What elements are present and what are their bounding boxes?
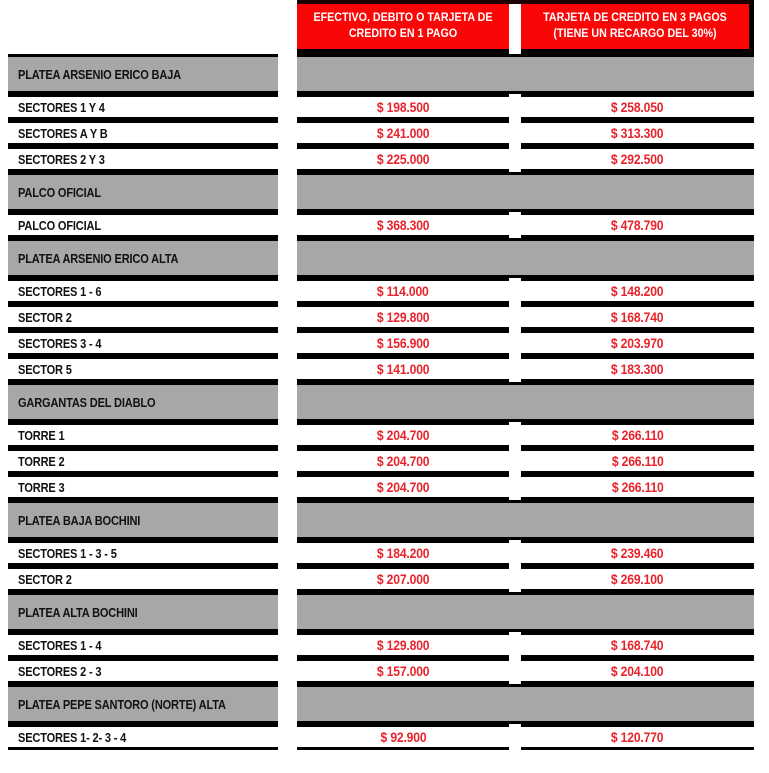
row-label-cell (8, 278, 278, 304)
price-cash-cell (297, 356, 509, 382)
price-credit-value: $ 266.110 (611, 479, 664, 495)
row-label: SECTORES 1 Y 4 (18, 99, 105, 115)
section-label: PLATEA ALTA BOCHINI (18, 604, 138, 620)
row-label-cell (8, 724, 278, 750)
price-cash-value: $ 368.300 (376, 217, 430, 233)
price-cash-cell (297, 448, 509, 474)
price-cash-cell (297, 658, 509, 684)
price-cash-cell (297, 304, 509, 330)
price-credit-value: $ 204.100 (611, 663, 664, 679)
row-label-cell (8, 94, 278, 120)
section-label: PLATEA ARSENIO ERICO ALTA (18, 250, 179, 266)
row-label: TORRE 2 (18, 453, 65, 469)
price-credit-value: $ 183.300 (611, 361, 664, 377)
table-row (8, 94, 769, 120)
header-column-gap (509, 0, 521, 54)
row-label-cell (8, 474, 278, 500)
section-row (8, 172, 769, 212)
price-credit-value: $ 292.500 (611, 151, 664, 167)
price-cash-cell (297, 330, 509, 356)
section-row (8, 592, 769, 632)
row-label: TORRE 1 (18, 427, 65, 443)
row-label: PALCO OFICIAL (18, 217, 101, 233)
price-credit-cell (521, 278, 754, 304)
section-label-cell (8, 172, 278, 212)
section-price-span (297, 500, 754, 540)
row-label-cell (8, 120, 278, 146)
section-price-span (297, 238, 754, 278)
row-label-cell (8, 146, 278, 172)
price-credit-value: $ 120.770 (611, 729, 664, 745)
price-cash-cell (297, 566, 509, 592)
table-row (8, 658, 769, 684)
price-credit-value: $ 478.790 (611, 217, 664, 233)
payment-header-cash-label: EFECTIVO, DEBITO O TARJETA DE CREDITO EN 1 PAGO (313, 11, 493, 40)
price-cash-cell (297, 422, 509, 448)
price-credit-cell (521, 304, 754, 330)
row-label: SECTORES 1 - 4 (18, 637, 102, 653)
price-cash-cell (297, 540, 509, 566)
table-row (8, 540, 769, 566)
price-credit-value: $ 266.110 (611, 453, 664, 469)
price-credit-value: $ 203.970 (611, 335, 664, 351)
section-label: PLATEA PEPE SANTORO (NORTE) ALTA (18, 696, 226, 712)
table-row (8, 632, 769, 658)
price-cash-value: $ 204.700 (376, 479, 430, 495)
section-label: PLATEA BAJA BOCHINI (18, 512, 141, 528)
price-cash-value: $ 157.000 (376, 663, 430, 679)
table-row (8, 356, 769, 382)
price-cash-value: $ 184.200 (376, 545, 430, 561)
price-credit-value: $ 266.110 (611, 427, 664, 443)
row-label: SECTORES 3 - 4 (18, 335, 102, 351)
price-cash-cell (297, 212, 509, 238)
section-price-span (297, 684, 754, 724)
price-credit-value: $ 168.740 (611, 309, 664, 325)
price-credit-cell (521, 146, 754, 172)
section-price-span (297, 592, 754, 632)
section-row (8, 500, 769, 540)
section-label-cell (8, 592, 278, 632)
row-label-cell (8, 632, 278, 658)
row-label-cell (8, 540, 278, 566)
table-row (8, 278, 769, 304)
price-credit-cell (521, 658, 754, 684)
table-row (8, 330, 769, 356)
price-cash-value: $ 207.000 (376, 571, 430, 587)
price-cash-value: $ 92.900 (380, 729, 426, 745)
section-row (8, 382, 769, 422)
section-row (8, 238, 769, 278)
price-cash-value: $ 204.700 (376, 453, 430, 469)
price-cash-value: $ 198.500 (376, 99, 430, 115)
section-label-cell (8, 382, 278, 422)
row-label: SECTORES 1- 2- 3 - 4 (18, 729, 127, 745)
price-credit-cell (521, 474, 754, 500)
table-header-row (8, 0, 769, 54)
section-price-span (297, 54, 754, 94)
price-credit-value: $ 148.200 (611, 283, 664, 299)
row-label: SECTOR 2 (18, 571, 72, 587)
payment-header-credit (521, 0, 754, 54)
table-row (8, 422, 769, 448)
price-cash-value: $ 114.000 (377, 283, 429, 299)
section-label-cell (8, 238, 278, 278)
row-label: SECTORES 2 - 3 (18, 663, 102, 679)
price-cash-cell (297, 632, 509, 658)
price-credit-cell (521, 540, 754, 566)
payment-header-credit-label: TARJETA DE CREDITO EN 3 PAGOS (TIENE UN RECARGO DEL 30%) (543, 11, 727, 40)
row-label: SECTORES 1 - 3 - 5 (18, 545, 117, 561)
price-credit-cell (521, 356, 754, 382)
price-credit-cell (521, 724, 754, 750)
section-row (8, 684, 769, 724)
price-table-body (8, 54, 769, 750)
row-label-cell (8, 566, 278, 592)
price-cash-cell (297, 474, 509, 500)
price-cash-value: $ 129.800 (376, 637, 430, 653)
price-credit-cell (521, 212, 754, 238)
price-cash-cell (297, 278, 509, 304)
section-price-span (297, 382, 754, 422)
price-cash-value: $ 129.800 (376, 309, 430, 325)
price-cash-value: $ 225.000 (376, 151, 430, 167)
price-credit-cell (521, 120, 754, 146)
table-row (8, 212, 769, 238)
price-credit-cell (521, 422, 754, 448)
price-credit-value: $ 258.050 (611, 99, 664, 115)
table-row (8, 566, 769, 592)
section-price-span (297, 172, 754, 212)
section-label: GARGANTAS DEL DIABLO (18, 394, 156, 410)
price-credit-cell (521, 94, 754, 120)
price-credit-value: $ 168.740 (611, 637, 664, 653)
price-cash-cell (297, 724, 509, 750)
row-label-cell (8, 304, 278, 330)
table-row (8, 304, 769, 330)
row-label: SECTORES 1 - 6 (18, 283, 102, 299)
row-label: SECTOR 5 (18, 361, 72, 377)
table-row (8, 448, 769, 474)
section-label-cell (8, 500, 278, 540)
price-credit-value: $ 239.460 (611, 545, 664, 561)
row-label: SECTORES A Y B (18, 125, 108, 141)
row-label: SECTOR 2 (18, 309, 72, 325)
price-cash-value: $ 204.700 (376, 427, 430, 443)
row-label-cell (8, 422, 278, 448)
section-label-cell (8, 54, 278, 94)
price-credit-cell (521, 632, 754, 658)
table-row (8, 724, 769, 750)
price-cash-cell (297, 120, 509, 146)
row-label-cell (8, 212, 278, 238)
price-cash-value: $ 241.000 (376, 125, 430, 141)
section-label: PALCO OFICIAL (18, 184, 101, 200)
price-table (8, 0, 769, 750)
section-row (8, 54, 769, 94)
price-credit-value: $ 313.300 (611, 125, 664, 141)
table-row (8, 120, 769, 146)
price-cash-value: $ 156.900 (376, 335, 430, 351)
table-row (8, 474, 769, 500)
table-row (8, 146, 769, 172)
row-label-cell (8, 448, 278, 474)
price-credit-value: $ 269.100 (611, 571, 664, 587)
price-credit-cell (521, 566, 754, 592)
price-cash-cell (297, 146, 509, 172)
payment-header-cash (297, 0, 509, 54)
price-cash-value: $ 141.000 (376, 361, 430, 377)
section-label: PLATEA ARSENIO ERICO BAJA (18, 66, 181, 82)
row-label-cell (8, 356, 278, 382)
row-label: SECTORES 2 Y 3 (18, 151, 105, 167)
row-label: TORRE 3 (18, 479, 65, 495)
price-cash-cell (297, 94, 509, 120)
price-credit-cell (521, 448, 754, 474)
row-label-cell (8, 330, 278, 356)
price-credit-cell (521, 330, 754, 356)
row-label-cell (8, 658, 278, 684)
section-label-cell (8, 684, 278, 724)
